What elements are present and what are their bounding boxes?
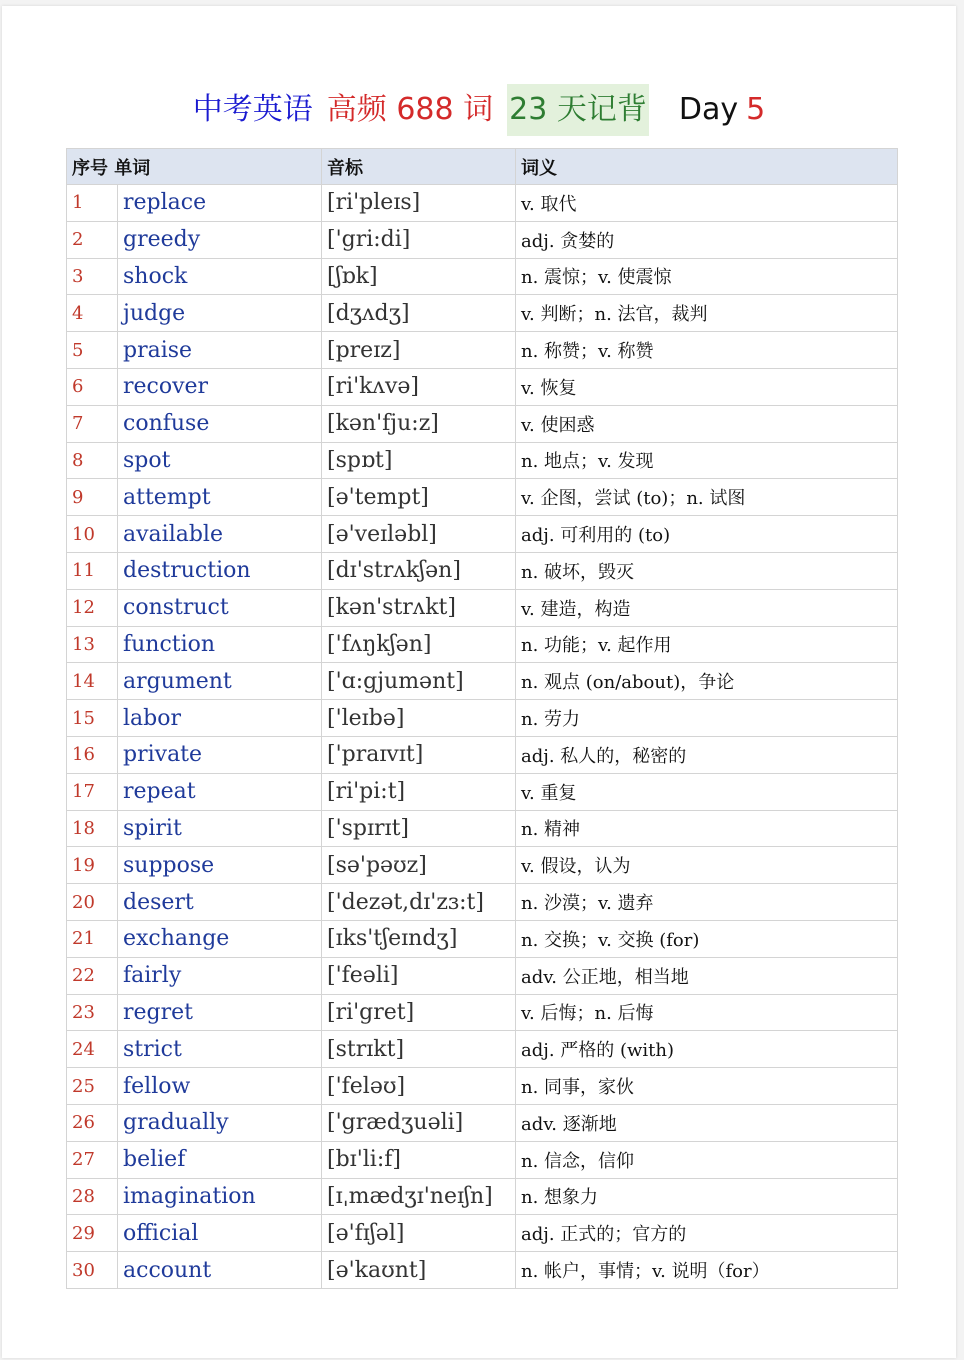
table-row (67, 957, 898, 994)
row-phonetic: [sə'pəʊz] (322, 847, 516, 884)
row-number: 16 (67, 736, 118, 773)
row-phonetic: [ri'pi:t] (322, 773, 516, 810)
row-number: 1 (67, 185, 118, 222)
table-row (67, 1068, 898, 1105)
table-row (67, 884, 898, 921)
row-word: official (118, 1215, 322, 1252)
row-meaning: n. 交换；v. 交换 (for) (516, 920, 898, 957)
row-word: shock (118, 258, 322, 295)
page-title (2, 84, 956, 136)
table-row (67, 994, 898, 1031)
row-phonetic: [ɪks'tʃeɪndʒ] (322, 920, 516, 957)
row-word: recover (118, 368, 322, 405)
row-meaning: v. 建造，构造 (516, 589, 898, 626)
row-number: 21 (67, 920, 118, 957)
title-word-count: 高频 688 词 (326, 92, 494, 127)
row-meaning: n. 观点 (on/about)，争论 (516, 663, 898, 700)
row-phonetic: [kən'fju:z] (322, 405, 516, 442)
row-meaning: adv. 公正地，相当地 (516, 957, 898, 994)
row-number: 6 (67, 368, 118, 405)
row-meaning: v. 假设，认为 (516, 847, 898, 884)
row-number: 30 (67, 1252, 118, 1289)
row-meaning: n. 称赞；v. 称赞 (516, 332, 898, 369)
row-number: 26 (67, 1104, 118, 1141)
row-meaning: v. 使困惑 (516, 405, 898, 442)
row-phonetic: [strɪkt] (322, 1031, 516, 1068)
table-row (67, 663, 898, 700)
row-meaning: n. 沙漠；v. 遗弃 (516, 884, 898, 921)
title-day-label: Day (678, 92, 739, 127)
table-row (67, 258, 898, 295)
row-word: replace (118, 185, 322, 222)
row-phonetic: ['feləʊ] (322, 1068, 516, 1105)
row-word: exchange (118, 920, 322, 957)
row-number: 7 (67, 405, 118, 442)
row-word: available (118, 516, 322, 553)
row-word: construct (118, 589, 322, 626)
row-meaning: n. 地点；v. 发现 (516, 442, 898, 479)
row-number: 13 (67, 626, 118, 663)
row-number: 24 (67, 1031, 118, 1068)
row-meaning: n. 精神 (516, 810, 898, 847)
row-phonetic: [kən'strʌkt] (322, 589, 516, 626)
row-word: confuse (118, 405, 322, 442)
header-number-word (67, 149, 322, 185)
row-phonetic: ['gri:di] (322, 221, 516, 258)
row-word: argument (118, 663, 322, 700)
row-meaning: n. 想象力 (516, 1178, 898, 1215)
row-number: 17 (67, 773, 118, 810)
header-number: 序号 (72, 157, 108, 179)
row-phonetic: [ə'tempt] (322, 479, 516, 516)
row-word: praise (118, 332, 322, 369)
row-number: 22 (67, 957, 118, 994)
title-day-number: 5 (746, 92, 766, 127)
table-row (67, 700, 898, 737)
row-phonetic: ['leɪbə] (322, 700, 516, 737)
row-word: labor (118, 700, 322, 737)
table-row (67, 626, 898, 663)
table-row (67, 516, 898, 553)
row-phonetic: ['praɪvɪt] (322, 736, 516, 773)
row-word: imagination (118, 1178, 322, 1215)
row-number: 15 (67, 700, 118, 737)
row-number: 5 (67, 332, 118, 369)
row-meaning: v. 重复 (516, 773, 898, 810)
title-plan: 23 天记背 (507, 84, 649, 136)
table-row (67, 1031, 898, 1068)
row-word: desert (118, 884, 322, 921)
row-phonetic: [preɪz] (322, 332, 516, 369)
row-meaning: v. 判断；n. 法官，裁判 (516, 295, 898, 332)
table-row (67, 332, 898, 369)
row-meaning: n. 破坏，毁灭 (516, 552, 898, 589)
row-phonetic: [ə'kaʊnt] (322, 1252, 516, 1289)
table-row (67, 552, 898, 589)
row-number: 11 (67, 552, 118, 589)
table-row (67, 773, 898, 810)
table-row (67, 1215, 898, 1252)
row-number: 28 (67, 1178, 118, 1215)
row-number: 2 (67, 221, 118, 258)
row-meaning: adv. 逐渐地 (516, 1104, 898, 1141)
row-phonetic: [spɒt] (322, 442, 516, 479)
row-word: private (118, 736, 322, 773)
row-word: regret (118, 994, 322, 1031)
table-row (67, 221, 898, 258)
row-number: 8 (67, 442, 118, 479)
table-row (67, 479, 898, 516)
row-meaning: n. 同事，家伙 (516, 1068, 898, 1105)
row-phonetic: ['grædʒuəli] (322, 1104, 516, 1141)
row-number: 3 (67, 258, 118, 295)
row-number: 9 (67, 479, 118, 516)
row-phonetic: [ʃɒk] (322, 258, 516, 295)
row-word: gradually (118, 1104, 322, 1141)
table-row (67, 736, 898, 773)
title-exam-label: 中考英语 (192, 92, 313, 127)
row-meaning: adj. 可利用的 (to) (516, 516, 898, 553)
table-row (67, 1178, 898, 1215)
row-word: greedy (118, 221, 322, 258)
row-word: attempt (118, 479, 322, 516)
row-phonetic: [dɪ'strʌkʃən] (322, 552, 516, 589)
header-word: 单词 (114, 157, 151, 179)
row-phonetic: ['spɪrɪt] (322, 810, 516, 847)
table-row (67, 1141, 898, 1178)
table-row (67, 1252, 898, 1289)
row-number: 25 (67, 1068, 118, 1105)
row-meaning: v. 恢复 (516, 368, 898, 405)
row-meaning: n. 震惊；v. 使震惊 (516, 258, 898, 295)
table-row (67, 810, 898, 847)
row-meaning: n. 帐户，事情；v. 说明（for） (516, 1252, 898, 1289)
row-word: fairly (118, 957, 322, 994)
row-word: account (118, 1252, 322, 1289)
table-row (67, 405, 898, 442)
header-phonetic: 音标 (322, 149, 516, 185)
row-phonetic: ['feəli] (322, 957, 516, 994)
row-phonetic: ['dezət,dɪ'zɜ:t] (322, 884, 516, 921)
table-row (67, 295, 898, 332)
row-number: 10 (67, 516, 118, 553)
document-page (2, 6, 956, 1358)
table-row (67, 368, 898, 405)
vocabulary-table (66, 148, 898, 1289)
row-number: 23 (67, 994, 118, 1031)
row-phonetic: [ɪˌmædʒɪ'neɪʃn] (322, 1178, 516, 1215)
row-phonetic: [dʒʌdʒ] (322, 295, 516, 332)
row-number: 18 (67, 810, 118, 847)
row-word: judge (118, 295, 322, 332)
row-phonetic: [ə'veɪləbl] (322, 516, 516, 553)
row-phonetic: [bɪ'li:f] (322, 1141, 516, 1178)
row-meaning: adj. 严格的 (with) (516, 1031, 898, 1068)
table-row (67, 847, 898, 884)
row-meaning: adj. 私人的，秘密的 (516, 736, 898, 773)
row-meaning: v. 企图，尝试 (to)；n. 试图 (516, 479, 898, 516)
table-row (67, 442, 898, 479)
row-meaning: n. 功能；v. 起作用 (516, 626, 898, 663)
row-number: 14 (67, 663, 118, 700)
row-word: spot (118, 442, 322, 479)
row-meaning: adj. 贪婪的 (516, 221, 898, 258)
row-meaning: adj. 正式的；官方的 (516, 1215, 898, 1252)
table-row (67, 185, 898, 222)
row-phonetic: ['ɑ:gjumənt] (322, 663, 516, 700)
row-phonetic: [ri'kʌvə] (322, 368, 516, 405)
table-row (67, 589, 898, 626)
row-number: 29 (67, 1215, 118, 1252)
row-number: 19 (67, 847, 118, 884)
table-body (67, 185, 898, 1289)
row-word: function (118, 626, 322, 663)
row-word: belief (118, 1141, 322, 1178)
row-phonetic: [ri'gret] (322, 994, 516, 1031)
row-word: spirit (118, 810, 322, 847)
table-header-row (67, 149, 898, 185)
row-number: 12 (67, 589, 118, 626)
row-phonetic: [ri'pleɪs] (322, 185, 516, 222)
row-meaning: v. 后悔；n. 后悔 (516, 994, 898, 1031)
row-word: destruction (118, 552, 322, 589)
row-number: 27 (67, 1141, 118, 1178)
row-word: strict (118, 1031, 322, 1068)
row-phonetic: [ə'fɪʃəl] (322, 1215, 516, 1252)
row-word: repeat (118, 773, 322, 810)
row-meaning: n. 信念，信仰 (516, 1141, 898, 1178)
row-meaning: n. 劳力 (516, 700, 898, 737)
row-number: 20 (67, 884, 118, 921)
row-number: 4 (67, 295, 118, 332)
row-word: fellow (118, 1068, 322, 1105)
row-meaning: v. 取代 (516, 185, 898, 222)
row-phonetic: ['fʌŋkʃən] (322, 626, 516, 663)
table-row (67, 920, 898, 957)
table-row (67, 1104, 898, 1141)
row-word: suppose (118, 847, 322, 884)
header-meaning: 词义 (516, 149, 898, 185)
